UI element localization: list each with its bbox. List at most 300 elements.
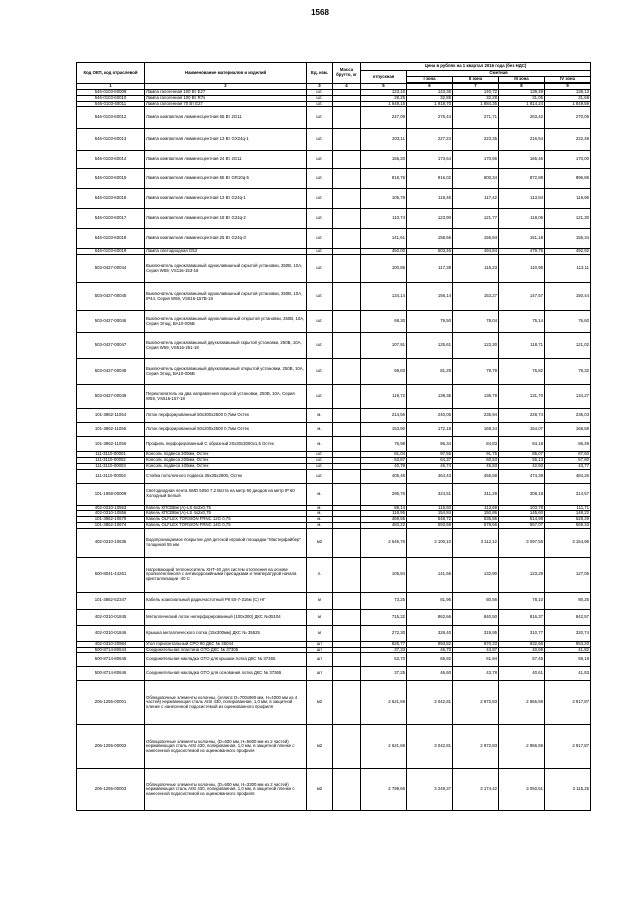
zone-4-price: 121,02 (545, 333, 591, 359)
zone-1-price: 324,51 (407, 483, 453, 505)
zone-2-price: 140,72 (453, 90, 499, 96)
zone-3-price: 151,18 (499, 229, 545, 249)
header-price-title: Цена в рублях на 1 квартал 2016 года (без НДС) (361, 63, 591, 71)
zone-3-price: 557,07 (499, 522, 545, 528)
table-row (77, 107, 591, 129)
release-price: 107,91 (361, 333, 407, 359)
zone-1-price: 3 042,81 (407, 725, 453, 769)
item-unit: шт. (307, 189, 333, 209)
item-name: Лампа галогенная 100 Вт R7s (145, 95, 307, 101)
col-number: 6 (407, 84, 453, 90)
zone-3-price: 2 856,59 (499, 725, 545, 769)
item-name: Облицовочные элементы колонны, (D=600 мм, H=3300 мм из 2 частей) нержавеющая сталь AISI 430, полированная, 1,0 мм, в защитной пленке с нанесенной подосистемой из оцинкованного профиля (145, 769, 307, 811)
item-name: Выключатель одноклавишный одноклавишный скрытой установки, 250В, 10А, Серия W59, VS116-153-18 (145, 255, 307, 283)
zone-1-price: 65,92 (407, 653, 453, 667)
zone-1-price: 3 249,37 (407, 769, 453, 811)
zone-2-price: 113,69 (453, 505, 499, 511)
table-row (77, 769, 591, 811)
release-price: 53,87 (361, 457, 407, 463)
table-row (77, 229, 591, 249)
zone-4-price: 492,92 (545, 249, 591, 255)
zone-4-price: 314,57 (545, 483, 591, 505)
item-unit: м. (307, 517, 333, 523)
zone-3-price: 78,10 (499, 592, 545, 609)
header-zone-1: I зона (407, 77, 453, 83)
zone-3-price: 75,14 (499, 311, 545, 333)
price-table (76, 62, 591, 811)
item-code: 546-0103-60019 (77, 249, 145, 255)
zone-3-price: 308,18 (499, 483, 545, 505)
item-unit: м. (307, 522, 333, 528)
zone-3-price: 31,05 (499, 95, 545, 101)
item-code: 101-3862-11054 (77, 409, 145, 423)
zone-2-price: 235,94 (453, 409, 499, 423)
table-row (77, 653, 591, 667)
zone-4-price: 78,32 (545, 359, 591, 385)
zone-4-price: 484,26 (545, 469, 591, 483)
header-name: Наименование материалов и изделий (145, 63, 307, 84)
item-unit: шт (307, 647, 333, 653)
item-unit: шт. (307, 452, 333, 458)
zone-1-price: 139,36 (407, 385, 453, 409)
zone-4-price: 842,57 (545, 609, 591, 625)
release-price: 2 621,69 (361, 681, 407, 725)
zone-2-price: 494,84 (453, 249, 499, 255)
item-unit: шт. (307, 209, 333, 229)
zone-3-price: 147,57 (499, 283, 545, 311)
item-code: 546-0103-60009 (77, 90, 145, 96)
zone-4-price: 155,34 (545, 229, 591, 249)
item-unit: шт. (307, 385, 333, 409)
zone-1-price: 916,02 (407, 169, 453, 189)
item-unit: шт. (307, 95, 333, 101)
zone-1-price: 172,18 (407, 423, 453, 437)
item-code: 500-8714-80645 (77, 653, 145, 667)
zone-3-price: 164,07 (499, 423, 545, 437)
col-number: 8 (499, 84, 545, 90)
header-zone-3: III зона (499, 77, 545, 83)
zone-1-price: 97,55 (407, 452, 453, 458)
header-zone-4: IV зона (545, 77, 591, 83)
item-code: 503-0427-00044 (77, 255, 145, 283)
release-price: 450,00 (361, 249, 407, 255)
release-price: 76,98 (361, 437, 407, 452)
zone-1-price: 593,59 (407, 522, 453, 528)
zone-3-price: 474,39 (499, 469, 545, 483)
item-unit: шт. (307, 255, 333, 283)
zone-1-price: 116,60 (407, 505, 453, 511)
table-row (77, 283, 591, 311)
item-unit: шт. (307, 90, 333, 96)
item-mass (333, 725, 361, 769)
item-mass (333, 769, 361, 811)
item-name: Лампа компактная люминесцентная 55 Вт 2G11 (145, 107, 307, 129)
item-mass (333, 189, 361, 209)
release-price: 37,33 (361, 647, 407, 653)
item-unit: шт. (307, 101, 333, 107)
release-price: 203,11 (361, 129, 407, 151)
item-name: Лампа компактная люминесцентная 26 Вт G24q-3 (145, 229, 307, 249)
zone-1-price: 32,89 (407, 95, 453, 101)
item-unit: м. (307, 483, 333, 505)
zone-1-price: 158,66 (407, 229, 453, 249)
item-mass (333, 311, 361, 333)
table-body (77, 90, 591, 811)
item-name: Металлический лоток неперфорированный (100х300) ДКС №35104 (145, 609, 307, 625)
zone-2-price: 117,42 (453, 189, 499, 209)
release-price: 88,14 (361, 505, 407, 511)
item-name: Выключатель одноклавишный одноклавишный открытой установки, 250В, 10А, Серия Этюд, ВА10-005В (145, 311, 307, 333)
release-price: 116,95 (361, 511, 407, 517)
zone-3-price: 479,75 (499, 249, 545, 255)
zone-3-price: 103,78 (499, 505, 545, 511)
zone-2-price: 136,79 (453, 385, 499, 409)
zone-4-price: 2 917,87 (545, 681, 591, 725)
item-name: Светодиодная лента SMD 5050 7,2 Ватта на метр 60 диодов на метр IP 60 Холодный Белый (145, 483, 307, 505)
release-price: 106,78 (361, 189, 407, 209)
table-row (77, 528, 591, 557)
item-code: 402-0310-10635 (77, 528, 145, 557)
item-mass (333, 423, 361, 437)
release-price: 155,20 (361, 151, 407, 169)
zone-1-price: 46,70 (407, 647, 453, 653)
zone-2-price: 121,77 (453, 209, 499, 229)
col-number: 3 (307, 84, 333, 90)
item-unit: шт. (307, 107, 333, 129)
col-number: 2 (145, 84, 307, 90)
item-unit: м2 (307, 681, 333, 725)
zone-2-price: 80,56 (453, 592, 499, 609)
zone-4-price: 86,49 (545, 437, 591, 452)
zone-4-price: 320,74 (545, 625, 591, 641)
zone-3-price: 165,46 (499, 151, 545, 169)
item-code: 546-0103-60012 (77, 107, 145, 129)
zone-3-price: 56,13 (499, 457, 545, 463)
item-name: Облицовочные элементы колонны, (D=600 мм, H=5600 мм из 2 частей) нержавеющая сталь AISI 430, полированная, 1,0 мм, в защитной пленке с нанесенной подосистемой из оцинкованного профиля (145, 725, 307, 769)
zone-2-price: 1 884,35 (453, 101, 499, 107)
zone-4-price: 270,06 (545, 107, 591, 129)
release-price: 2 799,66 (361, 769, 407, 811)
table-row (77, 423, 591, 437)
release-price: 715,32 (361, 609, 407, 625)
zone-3-price: 216,54 (499, 129, 545, 151)
item-unit: м (307, 592, 333, 609)
item-name: Лампа компактная люминесцентная 13 Вт GX24q-1 (145, 129, 307, 151)
item-name: Консоль подвеса 200мм, Остек (145, 457, 307, 463)
zone-3-price: 3 097,55 (499, 528, 545, 557)
item-unit: шт (307, 653, 333, 667)
col-number: 1 (77, 84, 145, 90)
item-unit: м2 (307, 725, 333, 769)
zone-3-price: 123,29 (499, 557, 545, 592)
zone-4-price: 116,96 (545, 189, 591, 209)
zone-1-price: 156,14 (407, 283, 453, 311)
item-name: Кабель КПСВВнг(А)-LS 6х2х0,75 (145, 505, 307, 511)
table-row (77, 667, 591, 681)
item-code: 503-0427-00046 (77, 311, 145, 333)
item-name: Переключатель на два направления скрытой установки, 250В, 10А, Серия W59, VS616-157-18 (145, 385, 307, 409)
zone-1-price: 993,82 (407, 641, 453, 647)
zone-4-price: 134,27 (545, 385, 591, 409)
item-code: 546-0103-60010 (77, 95, 145, 101)
item-code: 503-0427-00048 (77, 359, 145, 385)
zone-4-price: 113,11 (545, 255, 591, 283)
table-row (77, 409, 591, 423)
item-unit: м. (307, 511, 333, 517)
item-mass (333, 653, 361, 667)
item-mass (333, 437, 361, 452)
item-code: 546-0103-60018 (77, 229, 145, 249)
item-unit: шт (307, 667, 333, 681)
table-row (77, 625, 591, 641)
release-price: 119,72 (361, 385, 407, 409)
item-name: Лампа галогенная 70 Вт Е27 (145, 101, 307, 107)
zone-2-price: 91,75 (453, 452, 499, 458)
item-unit: шт. (307, 359, 333, 385)
table-row (77, 725, 591, 769)
release-price: 141,61 (361, 229, 407, 249)
zone-4-price: 168,58 (545, 423, 591, 437)
zone-1-price: 154,84 (407, 511, 453, 517)
item-code: 503-0427-00049 (77, 385, 145, 409)
zone-3-price: 118,06 (499, 209, 545, 229)
item-code: 402-0310-10553 (77, 505, 145, 511)
item-code: 500-8041-44261 (77, 557, 145, 592)
zone-3-price: 263,42 (499, 107, 545, 129)
zone-1-price: 141,66 (407, 557, 453, 592)
release-price: 40,79 (361, 463, 407, 469)
release-price: 100,85 (361, 255, 407, 283)
table-row (77, 469, 591, 483)
header-estimate: Сметная (407, 71, 591, 77)
zone-4-price: 41,83 (545, 667, 591, 681)
item-mass (333, 255, 361, 283)
table-row (77, 609, 591, 625)
zone-3-price: 310,77 (499, 625, 545, 641)
col-number: 5 (361, 84, 407, 90)
item-unit: м. (307, 423, 333, 437)
release-price: 134,14 (361, 283, 407, 311)
header-mass: Масса брутто, кг (333, 63, 361, 84)
item-code: 206-1255-00003 (77, 769, 145, 811)
item-name: Лампа светодиодная G53 (145, 249, 307, 255)
zone-2-price: 535,86 (453, 517, 499, 523)
item-name: Облицовочные элементы колонны, (эллипс D=700х960 мм, H=4000 мм из 4 частей) нержавеющая сталь AISI 430, полированная, 1,0 мм, в защитной пленке с нанесенной подосистемой из оцинкованного профиля (145, 681, 307, 725)
zone-2-price: 84,83 (453, 437, 499, 452)
item-code: 101-3862-11056 (77, 437, 145, 452)
zone-4-price: 43,77 (545, 463, 591, 469)
zone-2-price: 970,33 (453, 641, 499, 647)
zone-2-price: 115,23 (453, 255, 499, 283)
zone-3-price: 110,95 (499, 255, 545, 283)
item-unit: шт. (307, 229, 333, 249)
zone-2-price: 271,71 (453, 107, 499, 129)
item-unit: л. (307, 557, 333, 592)
item-code: 546-0103-60013 (77, 129, 145, 151)
item-name: Кабель OLFLEX TORSION FRNC 12G 0,75 (145, 517, 307, 523)
zone-1-price: 119,46 (407, 189, 453, 209)
item-unit: шт. (307, 249, 333, 255)
item-mass (333, 151, 361, 169)
zone-1-price: 328,40 (407, 625, 453, 641)
item-name: Кабель коаксиальный радиочастотный РК 50-7-316м (С) НГ (145, 592, 307, 609)
release-price: 2 646,76 (361, 528, 407, 557)
release-price: 153,90 (361, 423, 407, 437)
item-name: Лампа компактная люминесцентная 13 Вт G24q-1 (145, 189, 307, 209)
item-unit: шт. (307, 469, 333, 483)
zone-2-price: 32,28 (453, 95, 499, 101)
zone-1-price: 1 919,70 (407, 101, 453, 107)
item-unit: шт. (307, 283, 333, 311)
zone-3-price: 118,71 (499, 333, 545, 359)
item-code: 101-3862-10674 (77, 522, 145, 528)
zone-2-price: 43,78 (453, 667, 499, 681)
zone-1-price: 548,72 (407, 517, 453, 523)
item-code: 503-0427-00047 (77, 333, 145, 359)
item-unit: шт (307, 641, 333, 647)
item-code: 111-3110-00003 (77, 463, 145, 469)
item-mass (333, 359, 361, 385)
release-price: 272,30 (361, 625, 407, 641)
item-code: 111-3110-00001 (77, 452, 145, 458)
zone-1-price: 79,50 (407, 311, 453, 333)
item-unit: м. (307, 437, 333, 452)
item-code: 500-8714-80646 (77, 667, 145, 681)
zone-4-price: 3 154,96 (545, 528, 591, 557)
release-price: 123,16 (361, 90, 407, 96)
zone-3-price: 816,37 (499, 609, 545, 625)
item-name: Лоток перфорированный 50х200х2500 0,7мм Остек (145, 423, 307, 437)
item-name: Крышка металлического лотка (15х300мм) ДКС № 35525 (145, 625, 307, 641)
release-price: 110,74 (361, 209, 407, 229)
item-mass (333, 229, 361, 249)
table-row (77, 483, 591, 505)
item-code: 101-3862-10679 (77, 517, 145, 523)
item-code: 101-3862-52347 (77, 592, 145, 609)
item-unit: м (307, 625, 333, 641)
release-price: 37,25 (361, 667, 407, 681)
page-number: 1568 (311, 8, 329, 17)
release-price: 818,76 (361, 169, 407, 189)
item-name: Лампа компактная люминесцентная 18 Вт G24q-2 (145, 209, 307, 229)
zone-3-price: 2 866,59 (499, 681, 545, 725)
zone-3-price: 932,66 (499, 641, 545, 647)
release-price: 295,76 (361, 483, 407, 505)
item-unit: шт. (307, 457, 333, 463)
zone-2-price: 132,90 (453, 557, 499, 592)
item-mass (333, 385, 361, 409)
table-row (77, 169, 591, 189)
zone-2-price: 223,35 (453, 129, 499, 151)
item-mass (333, 129, 361, 151)
item-mass (333, 528, 361, 557)
release-price: 81,04 (361, 452, 407, 458)
release-price: 105,94 (361, 557, 407, 592)
zone-1-price: 276,44 (407, 107, 453, 129)
zone-1-price: 81,29 (407, 359, 453, 385)
zone-2-price: 579,66 (453, 522, 499, 528)
col-number: 4 (333, 84, 361, 90)
zone-4-price: 222,48 (545, 129, 591, 151)
table-row (77, 151, 591, 169)
table-row (77, 255, 591, 283)
release-price: 469,55 (361, 517, 407, 523)
zone-1-price: 464,43 (407, 469, 453, 483)
zone-4-price: 569,33 (545, 522, 591, 528)
table-row (77, 592, 591, 609)
item-code: 206-1255-00002 (77, 725, 145, 769)
table-row (77, 209, 591, 229)
item-mass (333, 107, 361, 129)
table-row (77, 129, 591, 151)
zone-4-price: 87,60 (545, 452, 591, 458)
zone-2-price: 123,30 (453, 333, 499, 359)
zone-4-price: 111,71 (545, 505, 591, 511)
zone-4-price: 138,13 (545, 90, 591, 96)
zone-1-price: 3 042,81 (407, 681, 453, 725)
release-price: 214,56 (361, 409, 407, 423)
item-name: Соединительная накладка GTO для крышки лотка ДКС № 37365 (145, 653, 307, 667)
item-code: 101-3862-11055 (77, 423, 145, 437)
zone-2-price: 900,34 (453, 169, 499, 189)
item-unit: шт. (307, 129, 333, 151)
release-price: 825,77 (361, 641, 407, 647)
release-price: 28,25 (361, 95, 407, 101)
item-mass (333, 483, 361, 505)
release-price: 1 648,15 (361, 101, 407, 107)
release-price: 73,25 (361, 592, 407, 609)
item-name: Водопроницаемое покрытие для детской игровой площадки "Мастерфайбер" толщиной 55 мм (145, 528, 307, 557)
item-mass (333, 681, 361, 725)
header-zone-2: II зона (453, 77, 499, 83)
zone-4-price: 1 849,59 (545, 101, 591, 107)
item-name: Стойка потолочного подвеса 35х35х2900, Остек (145, 469, 307, 483)
zone-1-price: 3 100,10 (407, 528, 453, 557)
release-price: 69,83 (361, 359, 407, 385)
zone-2-price: 79,79 (453, 359, 499, 385)
item-code: 546-0103-60017 (77, 209, 145, 229)
zone-4-price: 76,60 (545, 311, 591, 333)
zone-1-price: 503,46 (407, 249, 453, 255)
table-row (77, 359, 591, 385)
item-mass (333, 592, 361, 609)
zone-1-price: 86,34 (407, 437, 453, 452)
zone-4-price: 57,80 (545, 457, 591, 463)
zone-2-price: 153,27 (453, 283, 499, 311)
zone-2-price: 311,29 (453, 483, 499, 505)
item-unit: шт. (307, 311, 333, 333)
item-name: Выключатель одноклавишный двухклавишный скрытой установки, 250В, 10А, Серия W59, VS516-251-18 (145, 333, 307, 359)
item-code: 402-0310-01845 (77, 609, 145, 625)
item-code: 111-3110-00002 (77, 457, 145, 463)
zone-1-price: 227,24 (407, 129, 453, 151)
zone-4-price: 121,30 (545, 209, 591, 229)
zone-4-price: 3 115,25 (545, 769, 591, 811)
zone-4-price: 80,25 (545, 592, 591, 609)
release-price: 2 621,69 (361, 725, 407, 769)
zone-3-price: 84,18 (499, 437, 545, 452)
item-unit: м2 (307, 528, 333, 557)
item-name: Лампа галогенная 100 Вт Е27 (145, 90, 307, 96)
item-mass (333, 283, 361, 311)
item-code: 402-0310-01846 (77, 625, 145, 641)
zone-2-price: 455,58 (453, 469, 499, 483)
item-name: Консоль подвеса 100мм, Остек (145, 463, 307, 469)
item-name: Выключатель одноклавишный двухклавишный открытой установки, 250В, 10А, Серия Этюд, ВА10-006В (145, 359, 307, 385)
zone-1-price: 46,60 (407, 667, 453, 681)
table-row (77, 311, 591, 333)
zone-3-price: 145,60 (499, 511, 545, 517)
